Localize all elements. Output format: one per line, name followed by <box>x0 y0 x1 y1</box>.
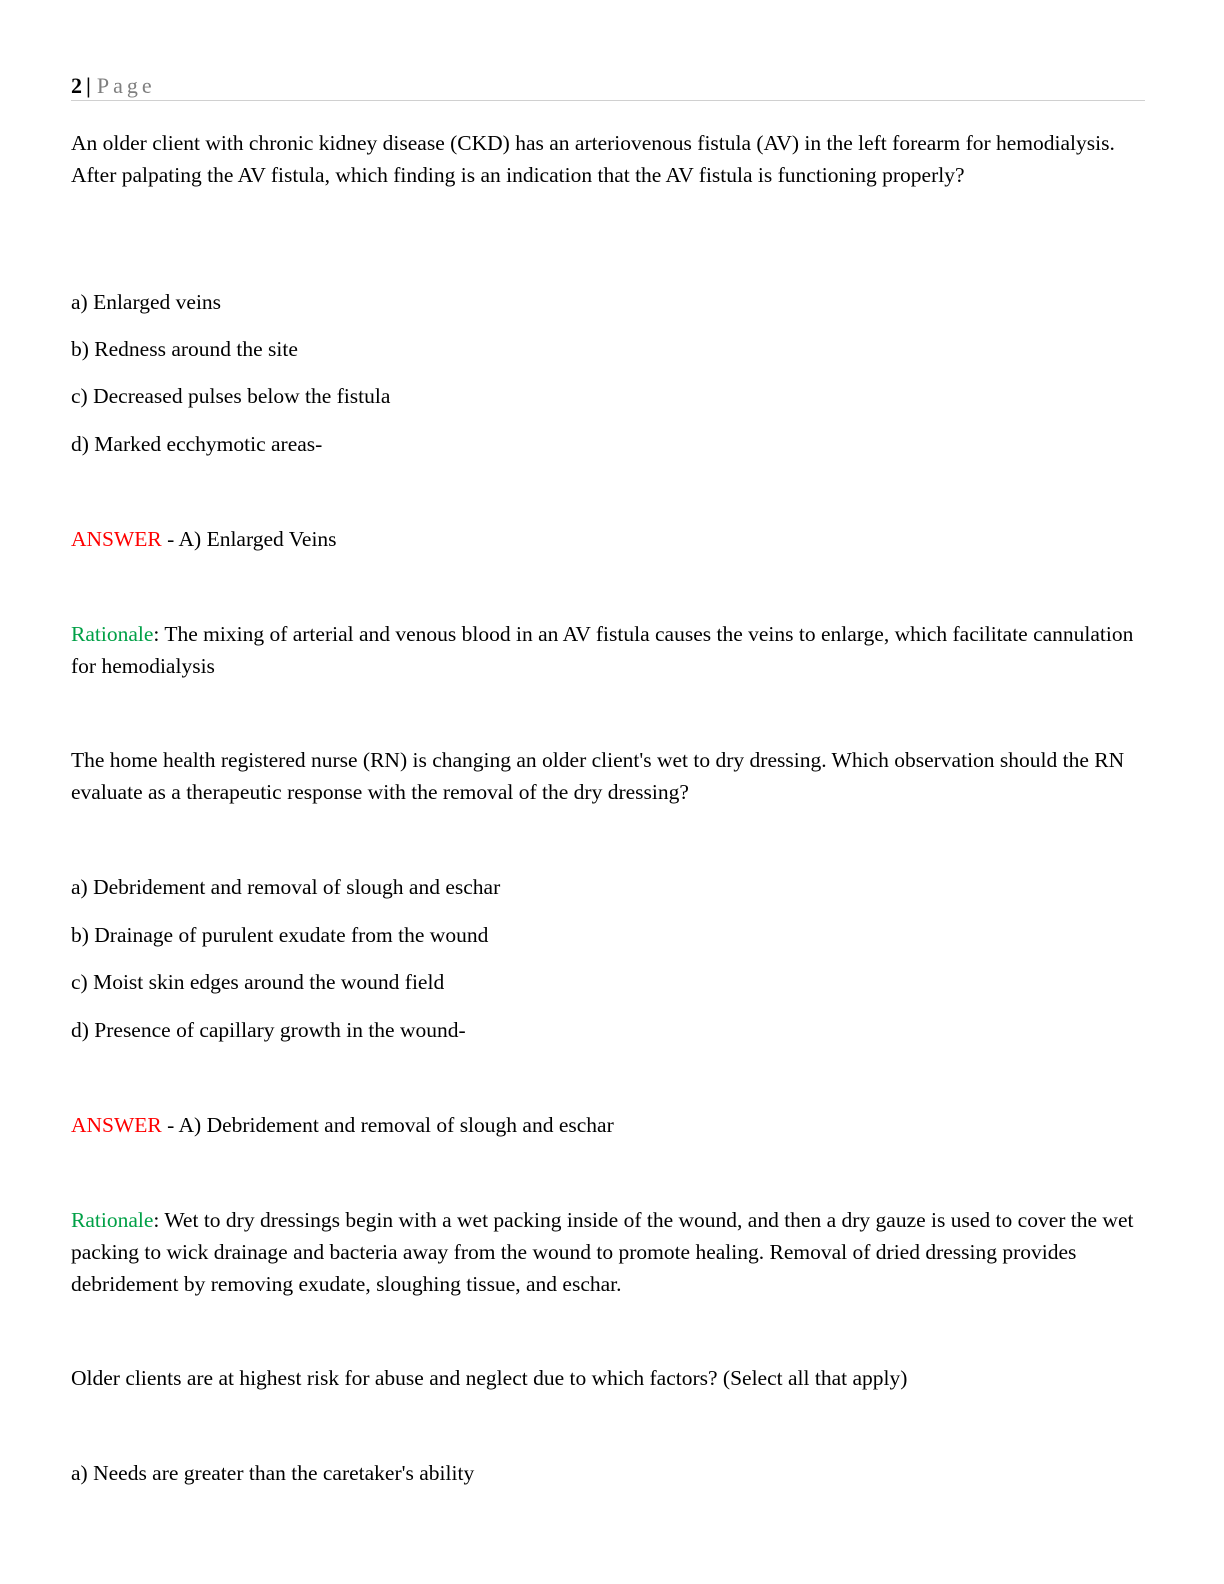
question-2-option-c: c) Moist skin edges around the wound field <box>71 970 445 994</box>
answer-text: - A) Enlarged Veins <box>161 527 337 551</box>
question-2-option-d: d) Presence of capillary growth in the wound- <box>71 1018 466 1042</box>
question-2-answer <box>71 1109 1146 1141</box>
question-2-rationale <box>71 1204 1146 1300</box>
page-number: 2 <box>71 73 82 98</box>
page-separator: | <box>86 73 91 98</box>
rationale-label: Rationale <box>71 622 154 646</box>
question-1-stem: An older client with chronic kidney disease (CKD) has an arteriovenous fistula (AV) in the left forearm for hemodialysis. After palpating the AV fistula, which finding is an indication that the AV fistula is functioning properly? <box>71 131 1115 187</box>
answer-label: ANSWER <box>71 527 162 551</box>
page-word: Page <box>96 73 156 98</box>
rationale-label: Rationale <box>71 1208 154 1232</box>
question-1-rationale <box>71 618 1146 682</box>
question-2-option-b: b) Drainage of purulent exudate from the wound <box>71 923 489 947</box>
question-1-option-c: c) Decreased pulses below the fistula <box>71 384 391 408</box>
question-2-option-a: a) Debridement and removal of slough and eschar <box>71 875 501 899</box>
rationale-text: : The mixing of arterial and venous blood in an AV fistula causes the veins to enlarge, which facilitate cannulation for hemodialysis <box>71 622 1134 678</box>
page-header <box>71 72 1145 101</box>
question-2-stem: The home health registered nurse (RN) is changing an older client's wet to dry dressing. Which observation should the RN evaluate as a therapeutic response with the removal of the dry dressing? <box>71 748 1125 804</box>
question-1-answer <box>71 523 1146 555</box>
question-1-option-a: a) Enlarged veins <box>71 290 222 314</box>
answer-label: ANSWER <box>71 1113 162 1137</box>
answer-text: - A) Debridement and removal of slough and eschar <box>161 1113 614 1137</box>
question-3-stem: Older clients are at highest risk for abuse and neglect due to which factors? (Select all that apply) <box>71 1366 908 1390</box>
question-1-option-b: b) Redness around the site <box>71 337 298 361</box>
question-1-option-d: d) Marked ecchymotic areas- <box>71 432 323 456</box>
question-3-option-a: a) Needs are greater than the caretaker's ability <box>71 1461 475 1485</box>
rationale-text: : Wet to dry dressings begin with a wet packing inside of the wound, and then a dry gauze is used to cover the wet packing to wick drainage and bacteria away from the wound to promote healing. Removal of dried dressing provides debridement by removing exudate, sloughing tissue, and eschar. <box>71 1208 1134 1296</box>
